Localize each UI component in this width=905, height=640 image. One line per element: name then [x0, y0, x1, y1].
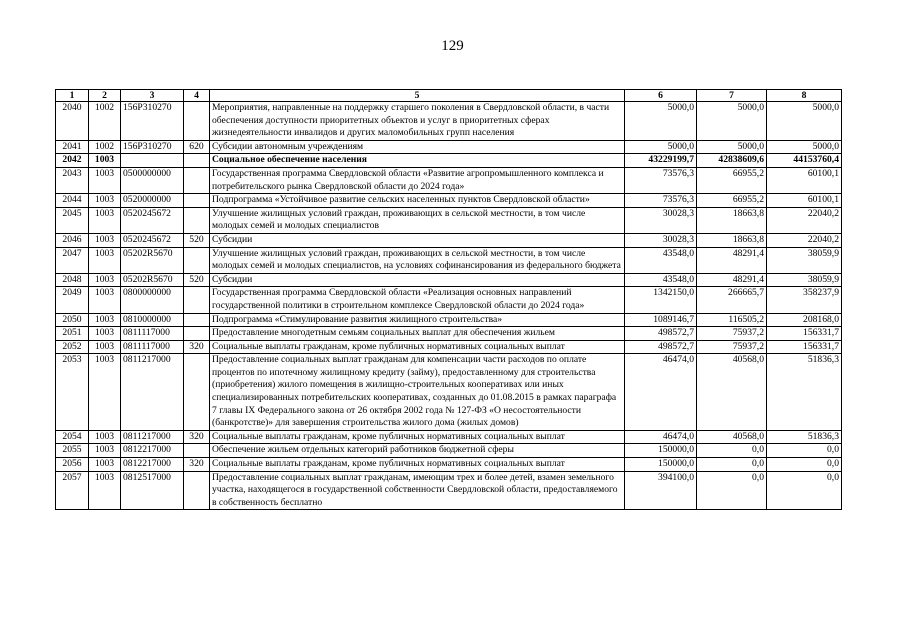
column-header: 4 [184, 90, 210, 102]
amount-col-8: 0,0 [767, 444, 842, 458]
column-header: 1 [56, 90, 89, 102]
row-number: 2056 [56, 458, 89, 472]
item-name: Социальные выплаты гражданам, кроме публичных нормативных социальных выплат [210, 340, 625, 354]
section-code: 1002 [89, 140, 121, 154]
amount-col-7: 116505,2 [697, 313, 767, 327]
expense-type-code [184, 313, 210, 327]
amount-col-8: 44153760,4 [767, 154, 842, 168]
budget-table [55, 89, 842, 510]
amount-col-6: 5000,0 [625, 102, 697, 141]
row-number: 2048 [56, 273, 89, 287]
expense-type-code [184, 247, 210, 273]
table-row [56, 313, 842, 327]
expense-type-code: 320 [184, 430, 210, 444]
expense-type-code [184, 471, 210, 510]
amount-col-7: 266665,7 [697, 287, 767, 313]
section-code: 1003 [89, 247, 121, 273]
expense-type-code: 520 [184, 233, 210, 247]
section-code: 1003 [89, 194, 121, 208]
amount-col-8: 22040,2 [767, 207, 842, 233]
expense-type-code [184, 287, 210, 313]
amount-col-8: 0,0 [767, 471, 842, 510]
column-header: 6 [625, 90, 697, 102]
amount-col-7: 0,0 [697, 444, 767, 458]
row-number: 2041 [56, 140, 89, 154]
amount-col-6: 43548,0 [625, 273, 697, 287]
target-article-code: 156P310270 [121, 140, 184, 154]
amount-col-7: 66955,2 [697, 194, 767, 208]
amount-col-8: 60100,1 [767, 167, 842, 193]
item-name: Государственная программа Свердловской области «Реализация основных направлений государственной политики в строительном комплексе Свердловской области до 2024 года» [210, 287, 625, 313]
amount-col-6: 150000,0 [625, 444, 697, 458]
expense-type-code [184, 154, 210, 168]
amount-col-7: 18663,8 [697, 207, 767, 233]
amount-col-6: 30028,3 [625, 233, 697, 247]
table-row [56, 247, 842, 273]
section-code: 1003 [89, 273, 121, 287]
amount-col-7: 40568,0 [697, 354, 767, 431]
section-code: 1003 [89, 233, 121, 247]
table-row [56, 354, 842, 431]
section-code: 1003 [89, 444, 121, 458]
table-body [56, 102, 842, 510]
amount-col-7: 5000,0 [697, 140, 767, 154]
amount-col-7: 75937,2 [697, 327, 767, 341]
item-name: Предоставление социальных выплат гражданам, имеющим трех и более детей, взамен земельного участка, находящегося в государственной собственности Свердловской области, предоставляемого в собственность бесплатно [210, 471, 625, 510]
amount-col-6: 394100,0 [625, 471, 697, 510]
row-number: 2054 [56, 430, 89, 444]
row-number: 2057 [56, 471, 89, 510]
amount-col-8: 0,0 [767, 458, 842, 472]
target-article-code: 0811217000 [121, 354, 184, 431]
item-name: Государственная программа Свердловской области «Развитие агропромышленного комплекса и потребительского рынка Свердловской области до 2024 года» [210, 167, 625, 193]
target-article-code: 05202R5670 [121, 273, 184, 287]
header-row [56, 90, 842, 102]
section-code: 1003 [89, 327, 121, 341]
target-article-code: 0500000000 [121, 167, 184, 193]
amount-col-7: 42838609,6 [697, 154, 767, 168]
item-name: Подпрограмма «Стимулирование развития жилищного строительства» [210, 313, 625, 327]
section-code: 1003 [89, 167, 121, 193]
table-row [56, 194, 842, 208]
section-code: 1003 [89, 354, 121, 431]
amount-col-8: 51836,3 [767, 354, 842, 431]
item-name: Подпрограмма «Устойчивое развитие сельских населенных пунктов Свердловской области» [210, 194, 625, 208]
amount-col-6: 30028,3 [625, 207, 697, 233]
row-number: 2042 [56, 154, 89, 168]
table-row [56, 273, 842, 287]
amount-col-6: 498572,7 [625, 340, 697, 354]
amount-col-7: 48291,4 [697, 247, 767, 273]
amount-col-8: 156331,7 [767, 340, 842, 354]
table-row [56, 233, 842, 247]
item-name: Социальные выплаты гражданам, кроме публичных нормативных социальных выплат [210, 430, 625, 444]
item-name: Предоставление социальных выплат гражданам для компенсации части расходов по оплате процентов по ипотечному жилищному кредиту (займу), предоставленному для строительства (приобретения) жилого помещения в жилищно-строительных кооперативах или иных специализированных потребительских кооперативах, созданных до 01.08.2015 в рамках параграфа 7 главы IX Федерального закона от 26 октября 2002 года № 127-ФЗ «О несостоятельности (банкротстве)» для завершения строительства жилого дома (жилых домов) [210, 354, 625, 431]
amount-col-6: 46474,0 [625, 430, 697, 444]
amount-col-6: 46474,0 [625, 354, 697, 431]
expense-type-code [184, 354, 210, 431]
target-article-code: 0811117000 [121, 327, 184, 341]
row-number: 2055 [56, 444, 89, 458]
section-code: 1003 [89, 471, 121, 510]
amount-col-6: 150000,0 [625, 458, 697, 472]
table-row [56, 207, 842, 233]
amount-col-6: 498572,7 [625, 327, 697, 341]
section-code: 1003 [89, 313, 121, 327]
row-number: 2040 [56, 102, 89, 141]
row-number: 2049 [56, 287, 89, 313]
expense-type-code: 620 [184, 140, 210, 154]
expense-type-code [184, 444, 210, 458]
row-number: 2050 [56, 313, 89, 327]
table-row [56, 140, 842, 154]
section-code: 1003 [89, 207, 121, 233]
column-header: 7 [697, 90, 767, 102]
amount-col-7: 48291,4 [697, 273, 767, 287]
row-number: 2047 [56, 247, 89, 273]
amount-col-7: 5000,0 [697, 102, 767, 141]
expense-type-code [184, 327, 210, 341]
target-article-code [121, 154, 184, 168]
target-article-code: 0811217000 [121, 430, 184, 444]
expense-type-code [184, 102, 210, 141]
table-row [56, 327, 842, 341]
amount-col-8: 38059,9 [767, 247, 842, 273]
target-article-code: 0520000000 [121, 194, 184, 208]
target-article-code: 0812517000 [121, 471, 184, 510]
item-name: Социальное обеспечение населения [210, 154, 625, 168]
amount-col-7: 40568,0 [697, 430, 767, 444]
target-article-code: 0800000000 [121, 287, 184, 313]
item-name: Улучшение жилищных условий граждан, проживающих в сельской местности, в том числе молодых семей и молодых специалистов, на условиях софинансирования из федерального бюджета [210, 247, 625, 273]
amount-col-8: 22040,2 [767, 233, 842, 247]
row-number: 2052 [56, 340, 89, 354]
row-number: 2044 [56, 194, 89, 208]
column-header: 2 [89, 90, 121, 102]
item-name: Мероприятия, направленные на поддержку старшего поколения в Свердловской области, в части обеспечения доступности приоритетных объектов и услуг в приоритетных сферах жизнедеятельности инвалидов и других маломобильных групп населения [210, 102, 625, 141]
amount-col-7: 66955,2 [697, 167, 767, 193]
amount-col-8: 60100,1 [767, 194, 842, 208]
section-code: 1003 [89, 154, 121, 168]
item-name: Обеспечение жильем отдельных категорий работников бюджетной сферы [210, 444, 625, 458]
table-row [56, 471, 842, 510]
expense-type-code [184, 167, 210, 193]
section-code: 1003 [89, 430, 121, 444]
column-header: 5 [210, 90, 625, 102]
item-name: Социальные выплаты гражданам, кроме публичных нормативных социальных выплат [210, 458, 625, 472]
amount-col-7: 75937,2 [697, 340, 767, 354]
expense-type-code [184, 194, 210, 208]
row-number: 2046 [56, 233, 89, 247]
target-article-code: 0812217000 [121, 444, 184, 458]
amount-col-8: 5000,0 [767, 140, 842, 154]
amount-col-6: 43229199,7 [625, 154, 697, 168]
item-name: Улучшение жилищных условий граждан, проживающих в сельской местности, в том числе молодых семей и молодых специалистов [210, 207, 625, 233]
section-code: 1003 [89, 458, 121, 472]
row-number: 2053 [56, 354, 89, 431]
table-row [56, 287, 842, 313]
amount-col-8: 51836,3 [767, 430, 842, 444]
amount-col-6: 73576,3 [625, 194, 697, 208]
table-row [56, 167, 842, 193]
amount-col-6: 1342150,0 [625, 287, 697, 313]
target-article-code: 0520245672 [121, 207, 184, 233]
amount-col-8: 208168,0 [767, 313, 842, 327]
amount-col-8: 5000,0 [767, 102, 842, 141]
amount-col-7: 0,0 [697, 471, 767, 510]
section-code: 1002 [89, 102, 121, 141]
table-row [56, 430, 842, 444]
amount-col-6: 43548,0 [625, 247, 697, 273]
amount-col-8: 38059,9 [767, 273, 842, 287]
expense-type-code: 520 [184, 273, 210, 287]
column-header: 3 [121, 90, 184, 102]
amount-col-7: 18663,8 [697, 233, 767, 247]
amount-col-6: 1089146,7 [625, 313, 697, 327]
section-code: 1003 [89, 287, 121, 313]
page-number: 129 [441, 38, 464, 54]
table-row [56, 458, 842, 472]
target-article-code: 0520245672 [121, 233, 184, 247]
amount-col-7: 0,0 [697, 458, 767, 472]
expense-type-code: 320 [184, 458, 210, 472]
target-article-code: 05202R5670 [121, 247, 184, 273]
table-row [56, 340, 842, 354]
row-number: 2051 [56, 327, 89, 341]
amount-col-8: 156331,7 [767, 327, 842, 341]
table-row [56, 102, 842, 141]
row-number: 2043 [56, 167, 89, 193]
section-code: 1003 [89, 340, 121, 354]
table-row [56, 444, 842, 458]
item-name: Субсидии [210, 233, 625, 247]
column-header: 8 [767, 90, 842, 102]
row-number: 2045 [56, 207, 89, 233]
target-article-code: 156P310270 [121, 102, 184, 141]
item-name: Субсидии автономным учреждениям [210, 140, 625, 154]
item-name: Субсидии [210, 273, 625, 287]
amount-col-8: 358237,9 [767, 287, 842, 313]
target-article-code: 0810000000 [121, 313, 184, 327]
target-article-code: 0811117000 [121, 340, 184, 354]
expense-type-code: 320 [184, 340, 210, 354]
amount-col-6: 5000,0 [625, 140, 697, 154]
expense-type-code [184, 207, 210, 233]
item-name: Предоставление многодетным семьям социальных выплат для обеспечения жильем [210, 327, 625, 341]
table-row [56, 154, 842, 168]
amount-col-6: 73576,3 [625, 167, 697, 193]
target-article-code: 0812217000 [121, 458, 184, 472]
